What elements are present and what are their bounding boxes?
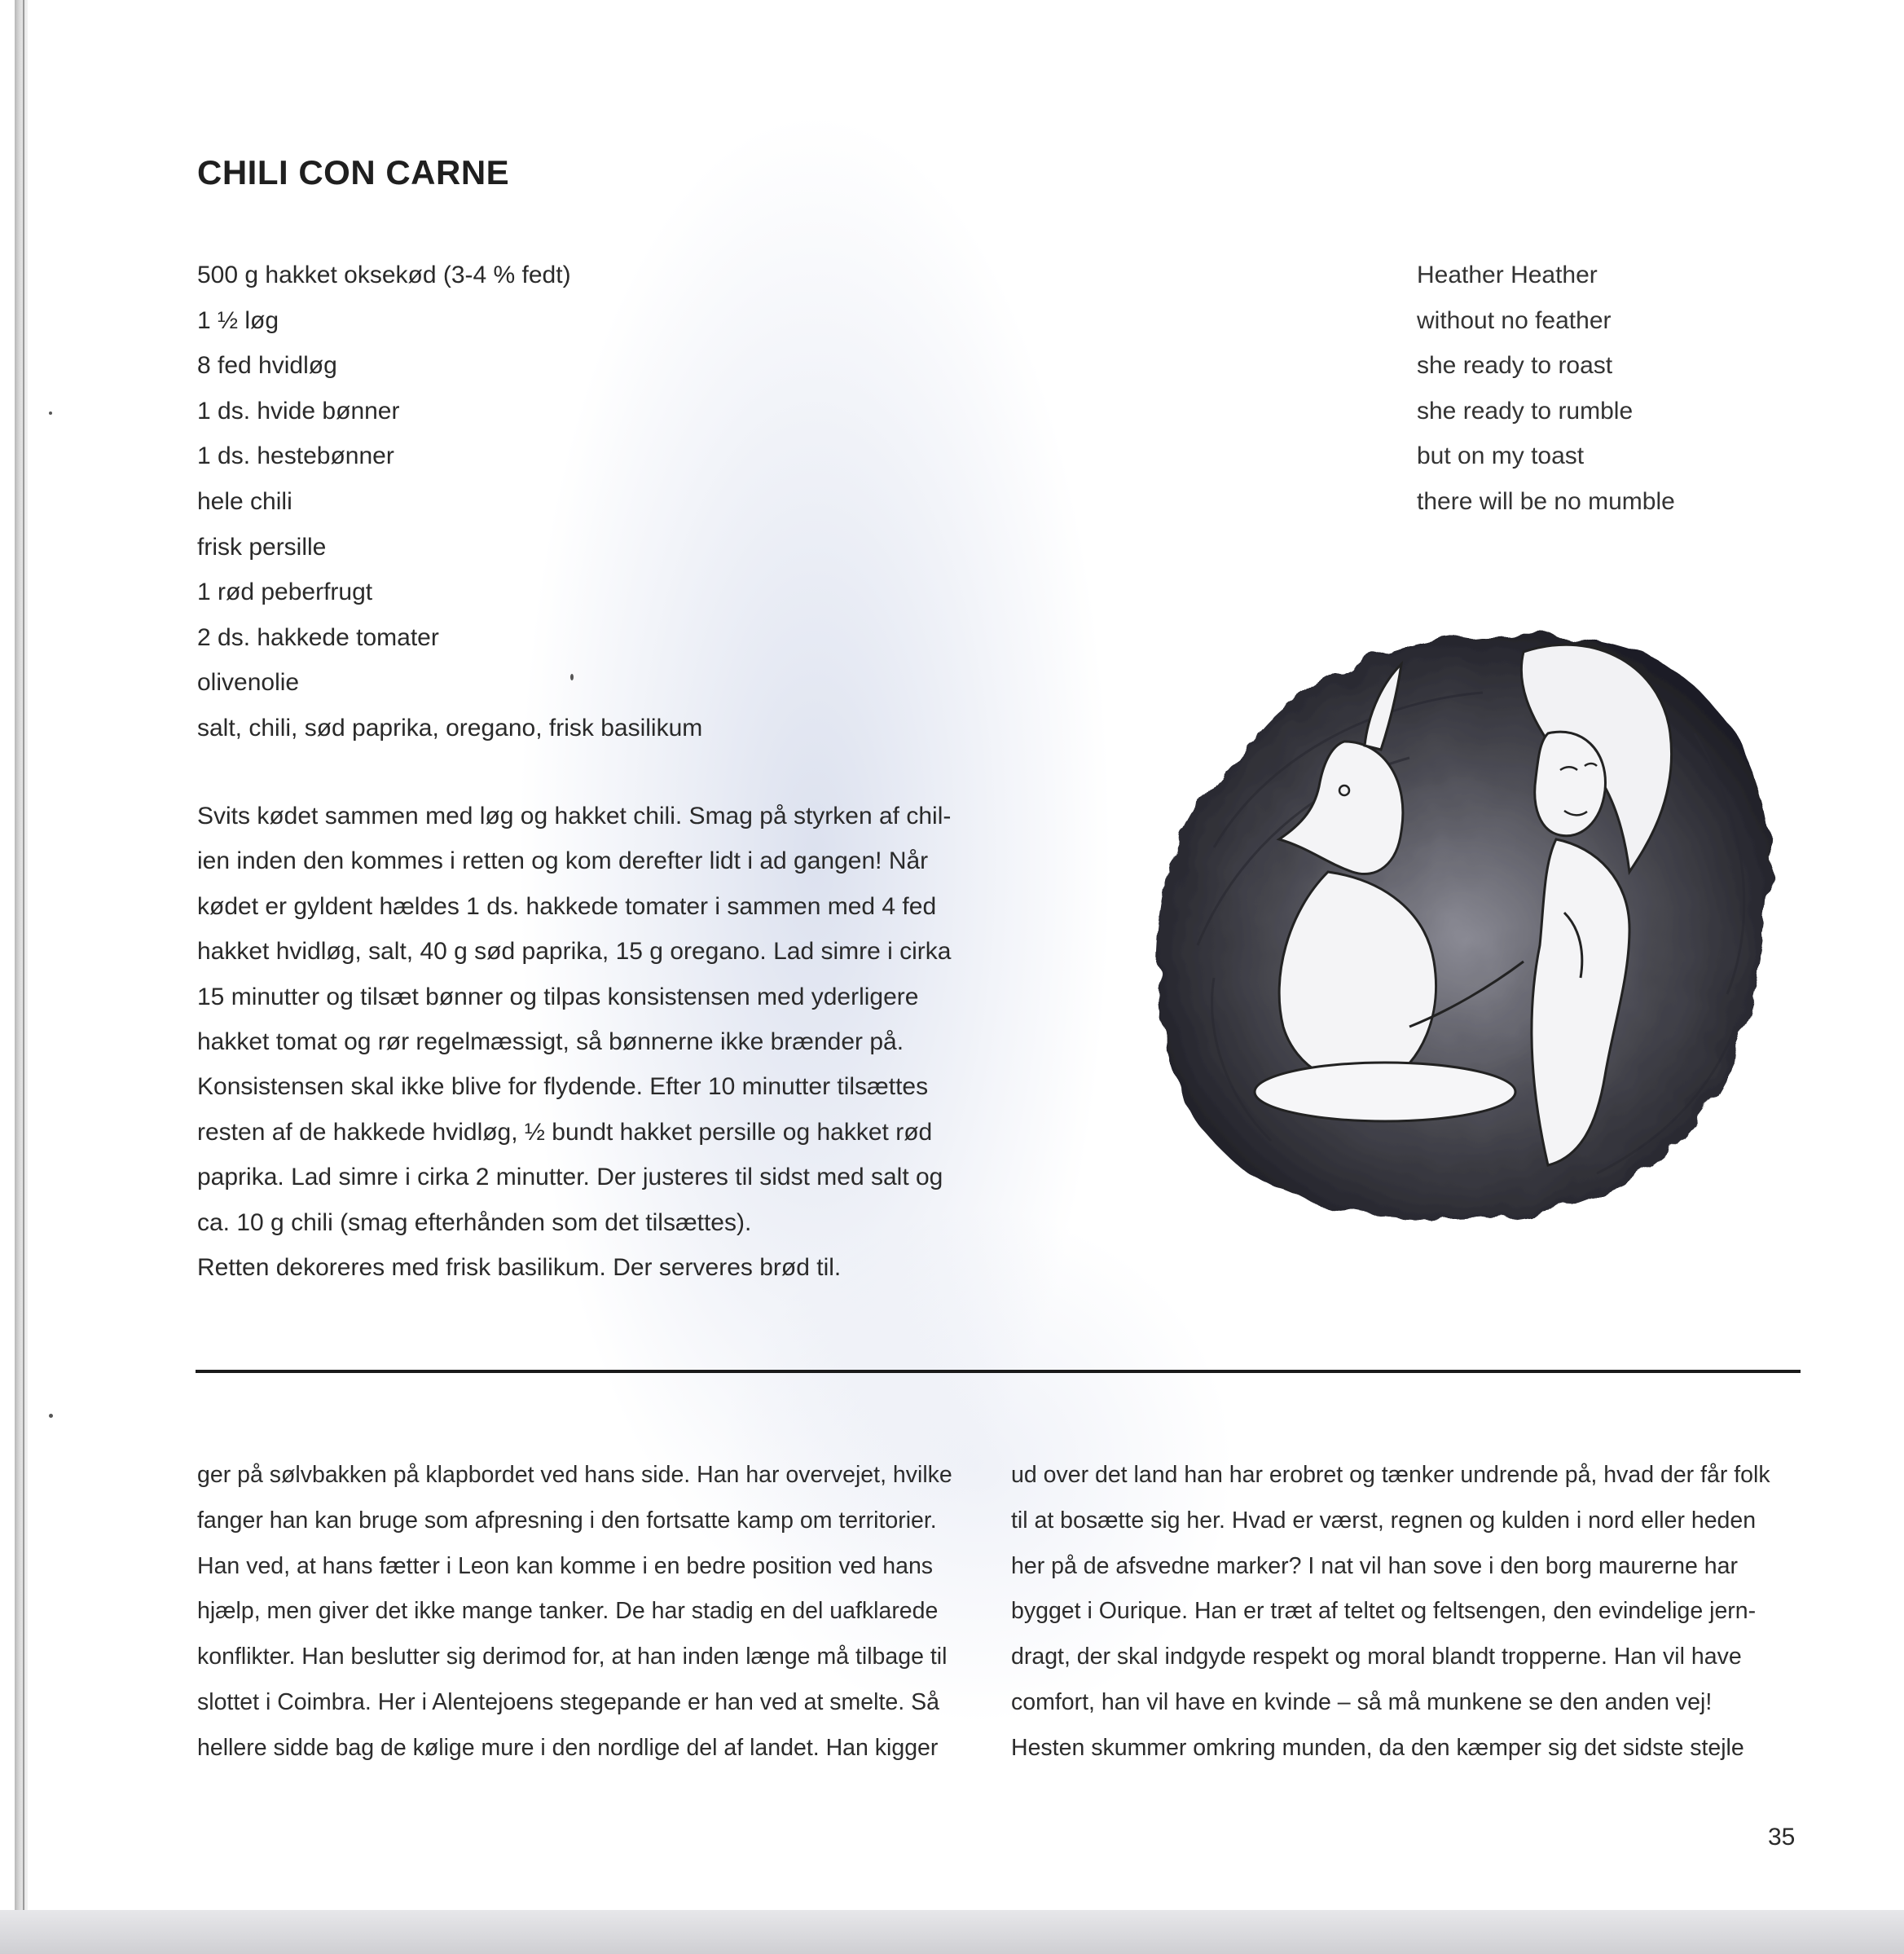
story-line: comfort, han vil have en kvinde – så må munkene se den anden vej! [1011, 1688, 1713, 1715]
ingredient-item: 500 g hakket oksekød (3-4 % fedt) [197, 262, 571, 288]
scan-speck [49, 1414, 53, 1418]
story-column-right [1011, 1453, 1770, 1771]
method-line: hakket tomat og rør regelmæssigt, så bønnerne ikke brænder på. [197, 1028, 904, 1056]
method-line: kødet er gyldent hældes 1 ds. hakkede tomater i sammen med 4 fed [197, 892, 937, 920]
method-line: Svits kødet sammen med løg og hakket chili. Smag på styrken af chil- [197, 803, 952, 830]
story-line: til at bosætte sig her. Hvad er værst, regnen og kulden i nord eller heden [1011, 1507, 1757, 1534]
ingredient-item: 1 rød peberfrugt [197, 579, 373, 606]
poem-line: she ready to roast [1417, 352, 1613, 380]
ingredient-item: 2 ds. hakkede tomater [197, 623, 439, 651]
story-line: Hesten skummer omkring munden, da den kæmper sig det sidste stejle [1011, 1734, 1744, 1761]
poem-line: there will be no mumble [1417, 487, 1675, 515]
poem-line: without no feather [1417, 306, 1612, 334]
ingredient-item: frisk persille [197, 533, 327, 561]
ink-wash [1159, 633, 1772, 1221]
method-line: Konsistensen skal ikke blive for flydende. Efter 10 minutter tilsættes [197, 1073, 929, 1101]
scan-speck [49, 411, 52, 415]
recipe-title: CHILI CON CARNE [197, 153, 510, 191]
story-line: hellere sidde bag de kølige mure i den nordlige del af landet. Han kigger [197, 1734, 939, 1761]
recipe-method [197, 794, 1012, 1290]
ingredient-list [197, 253, 702, 751]
story-line: bygget i Ourique. Han er træt af teltet og feltsengen, den evindelige jern- [1011, 1598, 1757, 1625]
method-line: resten af de hakkede hvidløg, ½ bundt hakket persille og hakket rød [197, 1118, 933, 1146]
method-line: ien inden den kommes i retten og kom derefter lidt i ad gangen! Når [197, 847, 929, 875]
ingredient-item: 1 ds. hvide bønner [197, 397, 400, 425]
page-number: 35 [1768, 1824, 1796, 1851]
method-line: ca. 10 g chili (smag efterhånden som det tilsættes). [197, 1208, 752, 1236]
book-spine-line [23, 0, 24, 1954]
story-line: fanger han kan bruge som afpresning i den fortsatte kamp om territorier. [197, 1507, 937, 1534]
ingredient-item: hele chili [197, 487, 292, 515]
scan-speck [570, 674, 574, 680]
ink-illustration [1141, 603, 1792, 1230]
ingredient-item: 1 ds. hestebønner [197, 442, 394, 470]
poem-line: Heather Heather [1417, 262, 1598, 288]
story-line: slottet i Coimbra. Her i Alentejoens stegepande er han ved at smelte. Så [197, 1688, 939, 1715]
method-line: paprika. Lad simre i cirka 2 minutter. Der justeres til sidst med salt og [197, 1164, 943, 1191]
book-spine-shadow [15, 0, 28, 1954]
poem-line: she ready to rumble [1417, 397, 1634, 425]
story-line: hjælp, men giver det ikke mange tanker. De har stadig en del uafklarede [197, 1598, 939, 1625]
ingredient-item: salt, chili, sød paprika, oregano, frisk basilikum [197, 714, 703, 742]
story-line: dragt, der skal indgyde respekt og moral blandt tropperne. Han vil have [1011, 1644, 1742, 1670]
story-line: ud over det land han har erobret og tænker undrende på, hvad der får folk [1011, 1462, 1770, 1488]
poem-line: but on my toast [1417, 442, 1585, 470]
section-divider [196, 1370, 1801, 1373]
method-line: Retten dekoreres med frisk basilikum. Der serveres brød til. [197, 1254, 842, 1282]
story-column-left [197, 1453, 952, 1771]
ingredient-item: 1 ½ løg [197, 306, 279, 334]
ingredient-item: olivenolie [197, 669, 300, 697]
story-line: Han ved, at hans fætter i Leon kan komme i en bedre position ved hans [197, 1552, 934, 1579]
poem [1417, 253, 1675, 525]
story-line: ger på sølvbakken på klapbordet ved hans side. Han har overvejet, hvilke [197, 1462, 952, 1488]
ingredient-item: 8 fed hvidløg [197, 352, 337, 380]
method-line: hakket hvidløg, salt, 40 g sød paprika, 15 g oregano. Lad simre i cirka [197, 938, 952, 966]
story-line: konflikter. Han beslutter sig derimod for, at han inden længe må tilbage til [197, 1644, 948, 1670]
story-line: her på de afsvedne marker? I nat vil han sove i den borg maurerne har [1011, 1552, 1738, 1579]
scan-bottom-edge [0, 1910, 1904, 1954]
method-line: 15 minutter og tilsæt bønner og tilpas konsistensen med yderligere [197, 983, 919, 1010]
